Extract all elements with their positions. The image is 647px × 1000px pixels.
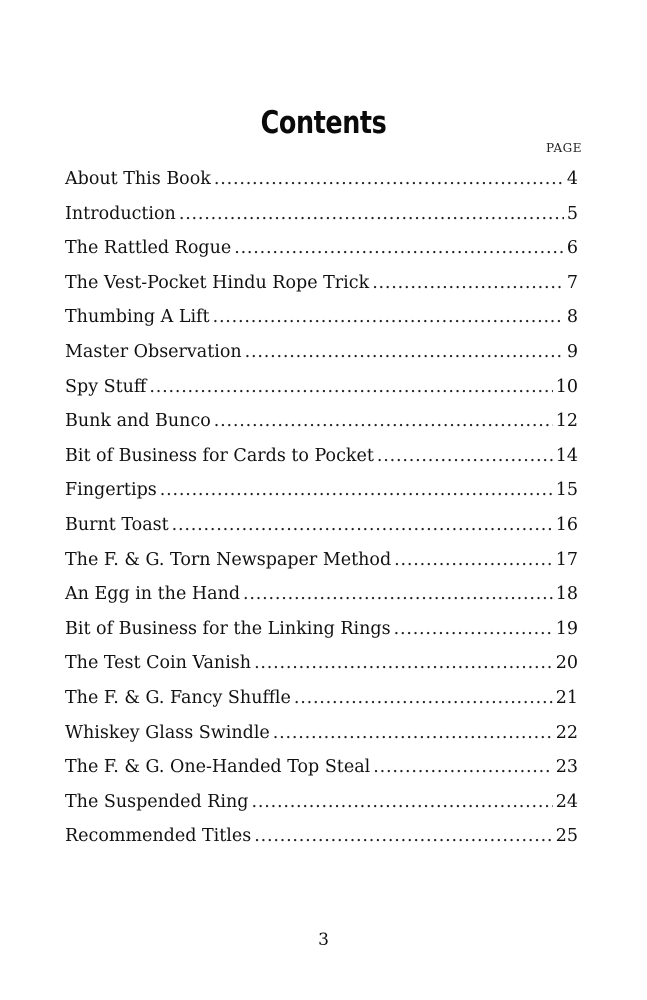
dot-leader (214, 162, 564, 197)
toc-entry-title: An Egg in the Hand (65, 584, 241, 605)
toc-entry-title: Bit of Business for the Linking Rings (65, 618, 391, 639)
toc-entry[interactable] (65, 473, 578, 508)
toc-entry-page: 8 (566, 307, 578, 328)
toc-entry[interactable] (65, 819, 578, 854)
toc-entry[interactable] (65, 266, 578, 301)
page-title: Contents (260, 104, 387, 141)
toc-entry[interactable] (65, 508, 578, 543)
toc-entry-page: 7 (566, 272, 578, 293)
toc-entry-page: 25 (555, 826, 578, 847)
toc-entry-page: 22 (555, 722, 578, 743)
dot-leader (254, 819, 552, 854)
dot-leader (252, 785, 553, 820)
toc-entry-page: 5 (566, 203, 578, 224)
dot-leader (149, 370, 552, 405)
dot-leader (160, 473, 553, 508)
toc-entry[interactable] (65, 439, 578, 474)
toc-entry-page: 6 (566, 238, 578, 259)
page-number: 3 (318, 930, 329, 950)
toc-entry[interactable] (65, 612, 578, 647)
toc-entry-title: Bunk and Bunco (65, 411, 211, 432)
toc-entry-page: 18 (555, 584, 578, 605)
dot-leader (214, 404, 553, 439)
toc-entry-page: 16 (555, 514, 578, 535)
toc-entry-title: Recommended Titles (65, 826, 252, 847)
toc-entry-page: 21 (555, 687, 578, 708)
toc-entry[interactable] (65, 300, 578, 335)
dot-leader (234, 231, 564, 266)
toc-entry-page: 12 (555, 411, 578, 432)
toc-entry-title: Introduction (65, 203, 176, 224)
toc-entry[interactable] (65, 231, 578, 266)
toc-entry-page: 23 (555, 757, 578, 778)
toc-entry-title: Bit of Business for Cards to Pocket (65, 445, 374, 466)
dot-leader (377, 439, 553, 474)
toc-entry-title: The Suspended Ring (65, 791, 249, 812)
dot-leader (273, 716, 553, 751)
toc-entry-title: About This Book (65, 169, 211, 189)
toc-entry[interactable] (65, 543, 578, 578)
dot-leader (213, 300, 564, 335)
toc-entry-page: 10 (555, 376, 578, 397)
toc-entry[interactable] (65, 162, 578, 197)
toc-entry[interactable] (65, 785, 578, 820)
toc-entry-page: 19 (555, 618, 578, 639)
toc-entry-title: Whiskey Glass Swindle (65, 722, 270, 743)
toc-entry-title: Master Observation (65, 341, 242, 362)
toc-entry-page: 20 (555, 653, 578, 674)
dot-leader (179, 197, 564, 232)
dot-leader (373, 750, 552, 785)
dot-leader (294, 681, 553, 716)
toc-entry[interactable] (65, 681, 578, 716)
toc-entry-title: The Test Coin Vanish (65, 653, 252, 674)
toc-entry-title: The F. & G. Torn Newspaper Method (65, 549, 392, 570)
toc-entry-page: 24 (555, 791, 578, 812)
dot-leader (394, 543, 553, 578)
toc-entry-page: 9 (566, 341, 578, 362)
table-of-contents (65, 162, 578, 854)
dot-leader (254, 646, 553, 681)
toc-entry-page: 14 (555, 445, 578, 466)
toc-entry-title: Spy Stuff (65, 376, 147, 397)
toc-entry[interactable] (65, 335, 578, 370)
toc-entry-title: The Vest-Pocket Hindu Rope Trick (65, 272, 370, 293)
toc-entry-title: The F. & G. Fancy Shuffle (65, 687, 291, 708)
dot-leader (245, 335, 564, 370)
toc-entry-title: The Rattled Rogue (65, 238, 232, 259)
dot-leader (172, 508, 553, 543)
toc-entry[interactable] (65, 370, 578, 405)
toc-entry[interactable] (65, 646, 578, 681)
toc-entry-title: The F. & G. One-Handed Top Steal (65, 757, 371, 778)
toc-entry[interactable] (65, 404, 578, 439)
page-column-header: PAGE (546, 141, 582, 155)
toc-entry-title: Burnt Toast (65, 514, 169, 535)
toc-entry-title: Fingertips (65, 480, 157, 501)
toc-entry-page: 15 (555, 480, 578, 501)
dot-leader (394, 612, 553, 647)
toc-entry-title: Thumbing A Lift (65, 307, 210, 328)
dot-leader (243, 577, 553, 612)
toc-entry-page: 4 (566, 169, 578, 189)
toc-entry[interactable] (65, 716, 578, 751)
toc-entry[interactable] (65, 750, 578, 785)
toc-entry[interactable] (65, 577, 578, 612)
dot-leader (372, 266, 564, 301)
toc-entry-page: 17 (555, 549, 578, 570)
toc-entry[interactable] (65, 197, 578, 232)
